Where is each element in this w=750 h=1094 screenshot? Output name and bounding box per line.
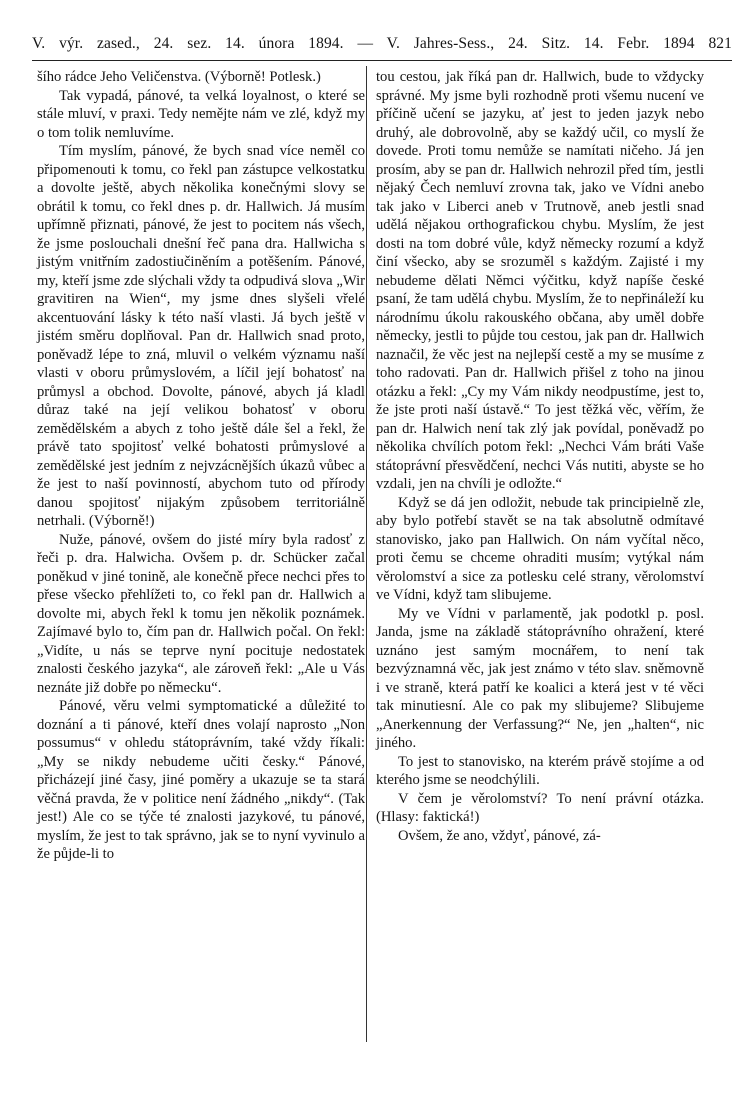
column-separator [366, 66, 367, 1042]
right-column [376, 68, 704, 845]
running-header [32, 34, 732, 54]
paragraph: Ovšem, že ano, vždyť, pánové, zá- [398, 827, 601, 844]
paragraph: To jest to stanovisko, na kterém právě stojíme a od kterého jsme se neodchýlili. [376, 753, 704, 788]
header-rule [32, 60, 732, 61]
header-dash: — [357, 35, 374, 52]
header-right: V. Jahres-Sess., 24. Sitz. 14. Febr. 1894 [386, 35, 695, 52]
paragraph: šího rádce Jeho Veličenstva. (Výborně! Potlesk.) [37, 69, 321, 85]
paragraph: Pánové, věru velmi symptomatické a důležité to doznání a ti pánové, kteří dnes volají naprosto „Non possumus“ v ohledu státoprávním, také vždy říkali: „My se nikdy nebudeme učiti česky.“ Pánové, přicházejí jiné časy, jiné poměry a ukazuje se ta stará věčná pravda, že v politice není žádného „nikdy“. (Tak jest!) Ale co se týče té znalosti jazykové, tu pánové, myslím, že jest to tak správno, jak se to nyní vyvinulo a že půjde-li to [37, 698, 365, 862]
paragraph: tou cestou, jak říká pan dr. Hallwich, bude to vždycky správné. My jsme byli rozhodně proti všemu nucení ve příčině učení se jazyku, ať jest to jeden jazyk nebo druhý, ale dobrovolně, aby se každý učil, co myslí že dovede. Proti tomu nemůže se namítati ničeho. Já jen prosím, aby se pan dr. Hallwich nehrozil před tím, jestli nějaký Čech nemluví zrovna tak, jako ve Vídni anebo tak jako v Liberci aneb v Trutnově, aneb jestli snad udělá nějakou orthografickou chybu. Myslím, že jest dosti na tom dobré vůle, když německy rozumí a když činí všecko, aby se srozuměl s každým. Zajisté i my nebudeme dělati Němci výčitku, když napíše české psaní, že tam udělá chybu. Myslím, že to nepřináleží ku národnímu úkolu rakouského občana, aby uměl dobře německy, jestli to půjde tou cestou, jak pan dr. Hallwich naznačil, že věc jest na nejlepší cestě a my se musíme z toho radovati. Pan dr. Hallwich přišel z toho na jinou otázku a řekl: „Cy my Vám nikdy neodpustíme, jest to, že jste proti naší ústavě.“ To jest těžká věc, věřím, že pan dr. Halwich není tak zlý jak povídal, poněvadž po několika chvílích potom řekl: „Nechci Vám bráti Vaše státoprávní přesvědčení, nechci Vás nutiti, abyste se ho vzdali, jen na chvíli je odložte.“ [376, 69, 704, 492]
paragraph: Tím myslím, pánové, že bych snad více neměl co připomenouti k tomu, co řekl pan zástupce velkostatku a dovolte ještě, abych několika konečnými slovy se obrátil k tomu, co řekl dnes p. dr. Hallwich. Já musím upřímně přiznati, pánové, že jest to pocitem nás všech, že jsme poslouchali dnešní řeč pana dra. Hallwicha s jistým vnitřním zadostiučiněním a potěšením. Pánové, my, kteří jsme zde slýchali vždy ta odpudivá slova „Wir gravitiren na Wien“, my jsme dnes slyšeli vřelé akcentuování lásky k této naší vlasti. Já bych ještě v jistém směru doplňoval. Pan dr. Hallwich snad proto, poněvadž lépe to zná, mluvil o velkém významu naší vlasti v oboru průmyslovém, a líčil její bohatosť na průmysl a obchod. Dovolte, pánové, abych já kladl důraz také na její velikou bohatosť v oboru zemědělském a abych z toho ještě dále šel a řekl, že právě tato spojitosť velké bohatosti průmyslové a zemědělské jest jedním z nejvzácnějších úkazů vůbec a že jest to naší povinností, abychom tuto od přírody danou spojitosť nijakým způsobem territoriálně netrhali. (Výborně!) [37, 143, 365, 529]
page-number: 821 [708, 35, 733, 52]
paragraph: Nuže, pánové, ovšem do jisté míry byla radosť z řeči p. dra. Halwicha. Ovšem p. dr. Schücker začal poněkud v jiné tonině, ale konečně přece nechci přes to přese všecko přehlížeti to, co řekl pan dr. Hallwich a dovolte mi, abych řekl k tomu jen několik poznámek. Zajímavé bylo to, čím pan dr. Hallwich počal. On řekl: „Vidíte, u nás se teprve nyní pocituje nedostatek znalosti českého jazyka“, ale zároveň řekl: „Ale u Vás neznáte již dobře po německu“. [37, 531, 365, 696]
paragraph: Tak vypadá, pánové, ta velká loyalnost, o které se stále mluví, v praxi. Tedy nemějte nám ve zlé, když my o tom tolik nemluvíme. [37, 87, 365, 141]
left-column [37, 68, 365, 864]
paragraph: My ve Vídni v parlamentě, jak podotkl p. posl. Janda, jsme na základě státoprávního ohražení, které uznáno jest samým mocnářem, to není tak bezvýznamná věc, jak jest známo v této slav. sněmovně i ve straně, která patří ke koalici a která jest v té věci tak minutiesní. Ale co pak my slibujeme? Slibujeme „Anerkennung der Verfassung?“ Ne, jen „halten“, nic jiného. [376, 605, 704, 751]
header-left: V. výr. zased., 24. sez. 14. února 1894. [32, 35, 344, 52]
paragraph: Když se dá jen odložit, nebude tak principielně zle, aby bylo potřebí stavět se na tak absolutně odmítavé stanovisko, jako pan Hallwich. On nám vyčítal něco, proti čemu se chceme ohraditi musím; vytýkal nám věrolomství a sice za potlesku celé strany, věrolomství ve Vídni, když tam slibujeme. [376, 494, 704, 603]
paragraph: V čem je věrolomství? To není právní otázka. (Hlasy: faktická!) [376, 790, 704, 825]
